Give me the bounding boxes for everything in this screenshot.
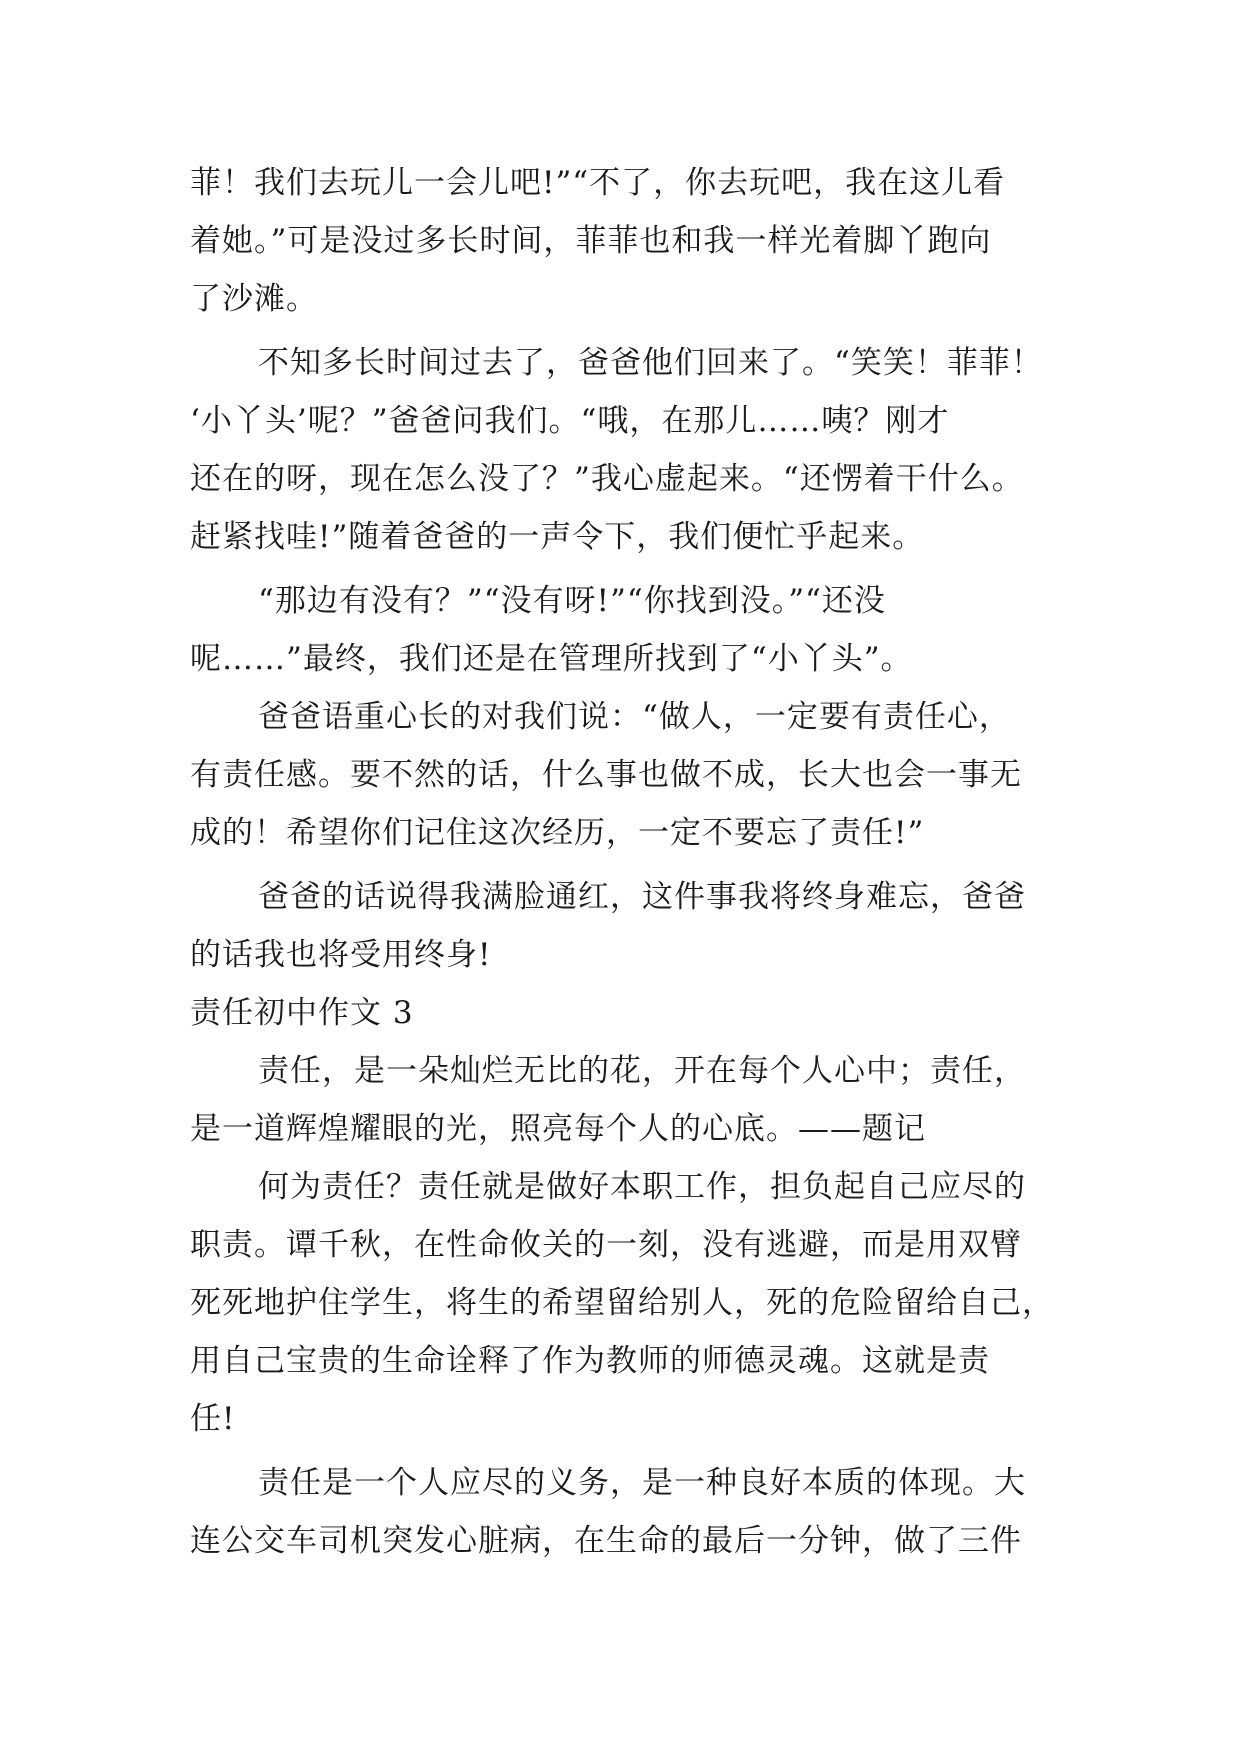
- text-line: 呢……”最终，我们还是在管理所找到了“小丫头”。: [190, 641, 913, 677]
- section-heading: 责任初中作文 3: [190, 995, 414, 1031]
- text-line: 有责任感。要不然的话，什么事也做不成，长大也会一事无: [190, 757, 1022, 793]
- text-line: 着她。”可是没过多长时间，菲菲也和我一样光着脚丫跑向: [190, 223, 992, 259]
- text-line: ‘小丫头’呢？”爸爸问我们。“哦，在那儿……咦？刚才: [190, 403, 950, 439]
- text-line: 死死地护住学生，将生的希望留给别人，死的危险留给自己，: [190, 1285, 1054, 1321]
- text-line: 连公交车司机突发心脏病，在生命的最后一分钟，做了三件: [190, 1523, 1022, 1559]
- paragraph-start-line: 不知多长时间过去了，爸爸他们回来了。“笑笑！菲菲！: [258, 345, 1043, 381]
- text-line: 了沙滩。: [190, 281, 318, 317]
- text-line: 是一道辉煌耀眼的光，照亮每个人的心底。——题记: [190, 1111, 926, 1147]
- text-line: 用自己宝贵的生命诠释了作为教师的师德灵魂。这就是责: [190, 1343, 990, 1379]
- paragraph-start-line: 何为责任？责任就是做好本职工作，担负起自己应尽的: [258, 1169, 1026, 1205]
- text-line: 还在的呀，现在怎么没了？”我心虚起来。“还愣着干什么。: [190, 461, 1024, 497]
- paragraph-start-line: 爸爸的话说得我满脸通红，这件事我将终身难忘，爸爸: [258, 879, 1026, 915]
- text-line: 职责。谭千秋，在性命攸关的一刻，没有逃避，而是用双臂: [190, 1227, 1022, 1263]
- text-line: 菲！我们去玩儿一会儿吧!”“不了，你去玩吧，我在这儿看: [190, 165, 1006, 201]
- paragraph-start-line: 责任，是一朵灿烂无比的花，开在每个人心中；责任，: [258, 1053, 1026, 1089]
- paragraph-start-line: “那边有没有？”“没有呀!”“你找到没。”“还没: [258, 583, 886, 619]
- text-line: 任!: [190, 1401, 236, 1437]
- text-line: 成的！希望你们记住这次经历，一定不要忘了责任!”: [190, 815, 925, 851]
- paragraph-start-line: 爸爸语重心长的对我们说：“做人，一定要有责任心，: [258, 699, 1011, 735]
- text-line: 的话我也将受用终身!: [190, 937, 492, 973]
- paragraph-start-line: 责任是一个人应尽的义务，是一种良好本质的体现。大: [258, 1465, 1026, 1501]
- text-line: 赶紧找哇!”随着爸爸的一声令下，我们便忙乎起来。: [190, 519, 925, 555]
